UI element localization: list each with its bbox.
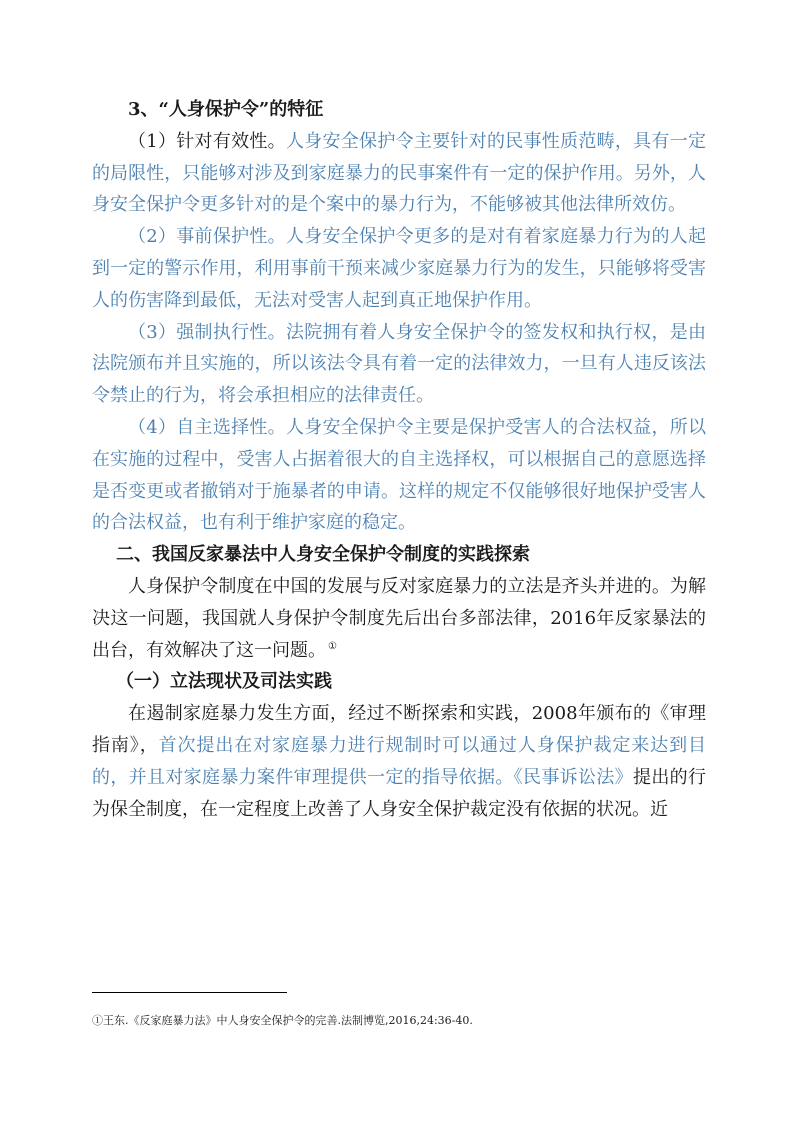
- heading-legislation-status: （一）立法现状及司法实践: [116, 671, 332, 693]
- item-label: （2）事前保护性。: [128, 226, 286, 248]
- item-text: 人身安全保护令主要是保护受害人的合法权益，所以在实施的过程中，受害人占据着很大的自主选择权，可以根据自己的意愿选择是否变更或者撤销对于施暴者的申请。这样的规定不仅能够很好地保护受害人的合法权益，也有利于维护家庭的稳定。: [92, 416, 707, 534]
- footnote-divider: [92, 992, 287, 993]
- item-label: （1）针对有效性。: [128, 130, 286, 152]
- paragraph-development: [92, 571, 706, 666]
- item-label: （3）强制执行性。: [128, 321, 286, 343]
- paragraph-text-highlight: 首次提出在对家庭暴力进行规制时可以通过人身保护裁定来达到目的，并且对家庭暴力案件审理提供一定的指导依据。《民事诉讼法》: [92, 734, 706, 788]
- heading-section-two: 二、我国反家暴法中人身安全保护令制度的实践探索: [116, 544, 530, 566]
- footnote: ①王东.《反家庭暴力法》中人身安全保护令的完善.法制博览,2016,24:36-40.: [92, 1014, 473, 1027]
- item-text: 人身安全保护令更多的是对有着家庭暴力行为的人起到一定的警示作用，利用事前干预来减少家庭暴力行为的发生，只能够将受害人的伤害降到最低，无法对受害人起到真正地保护作用。: [92, 226, 707, 311]
- item-text: 法院拥有着人身安全保护令的签发权和执行权，是由法院颁布并且实施的，所以该法令具有着一定的法律效力，一旦有人违反该法令禁止的行为，将会承担相应的法律责任。: [92, 321, 707, 407]
- footnote-ref[interactable]: ①: [328, 640, 337, 652]
- heading-features: 3、“人身保护令”的特征: [128, 99, 324, 120]
- paragraph-enforceability: [92, 317, 706, 412]
- paragraph-autonomous-choice: [92, 412, 706, 539]
- paragraph-text: 人身保护令制度在中国的发展与反对家庭暴力的立法是齐头并进的。为解决这一问题，我国就人身保护令制度先后出台多部法律，2016年反家暴法的出台，有效解决了这一问题。: [92, 575, 706, 661]
- paragraph-targeted-effectiveness: [92, 126, 706, 221]
- paragraph-text-part1: 在遏制家庭暴力发生方面，经过不断探索和实践，2008年颁布的《审理指南》，: [92, 703, 706, 756]
- paragraph-preventive-protection: [92, 221, 706, 316]
- item-text: 人身安全保护令主要针对的民事性质范畴，具有一定的局限性，只能够对涉及到家庭暴力的民事案件有一定的保护作用。另外，人身安全保护令更多针对的是个案中的暴力行为，不能够被其他法律所效仿。: [92, 130, 707, 216]
- paragraph-legislation: [92, 698, 706, 825]
- document-body: [92, 94, 706, 825]
- item-label: （4）自主选择性。: [128, 416, 286, 438]
- paragraph-text-part3: 提出的行为保全制度，在一定程度上改善了人身安全保护裁定没有依据的状况。近: [92, 766, 706, 820]
